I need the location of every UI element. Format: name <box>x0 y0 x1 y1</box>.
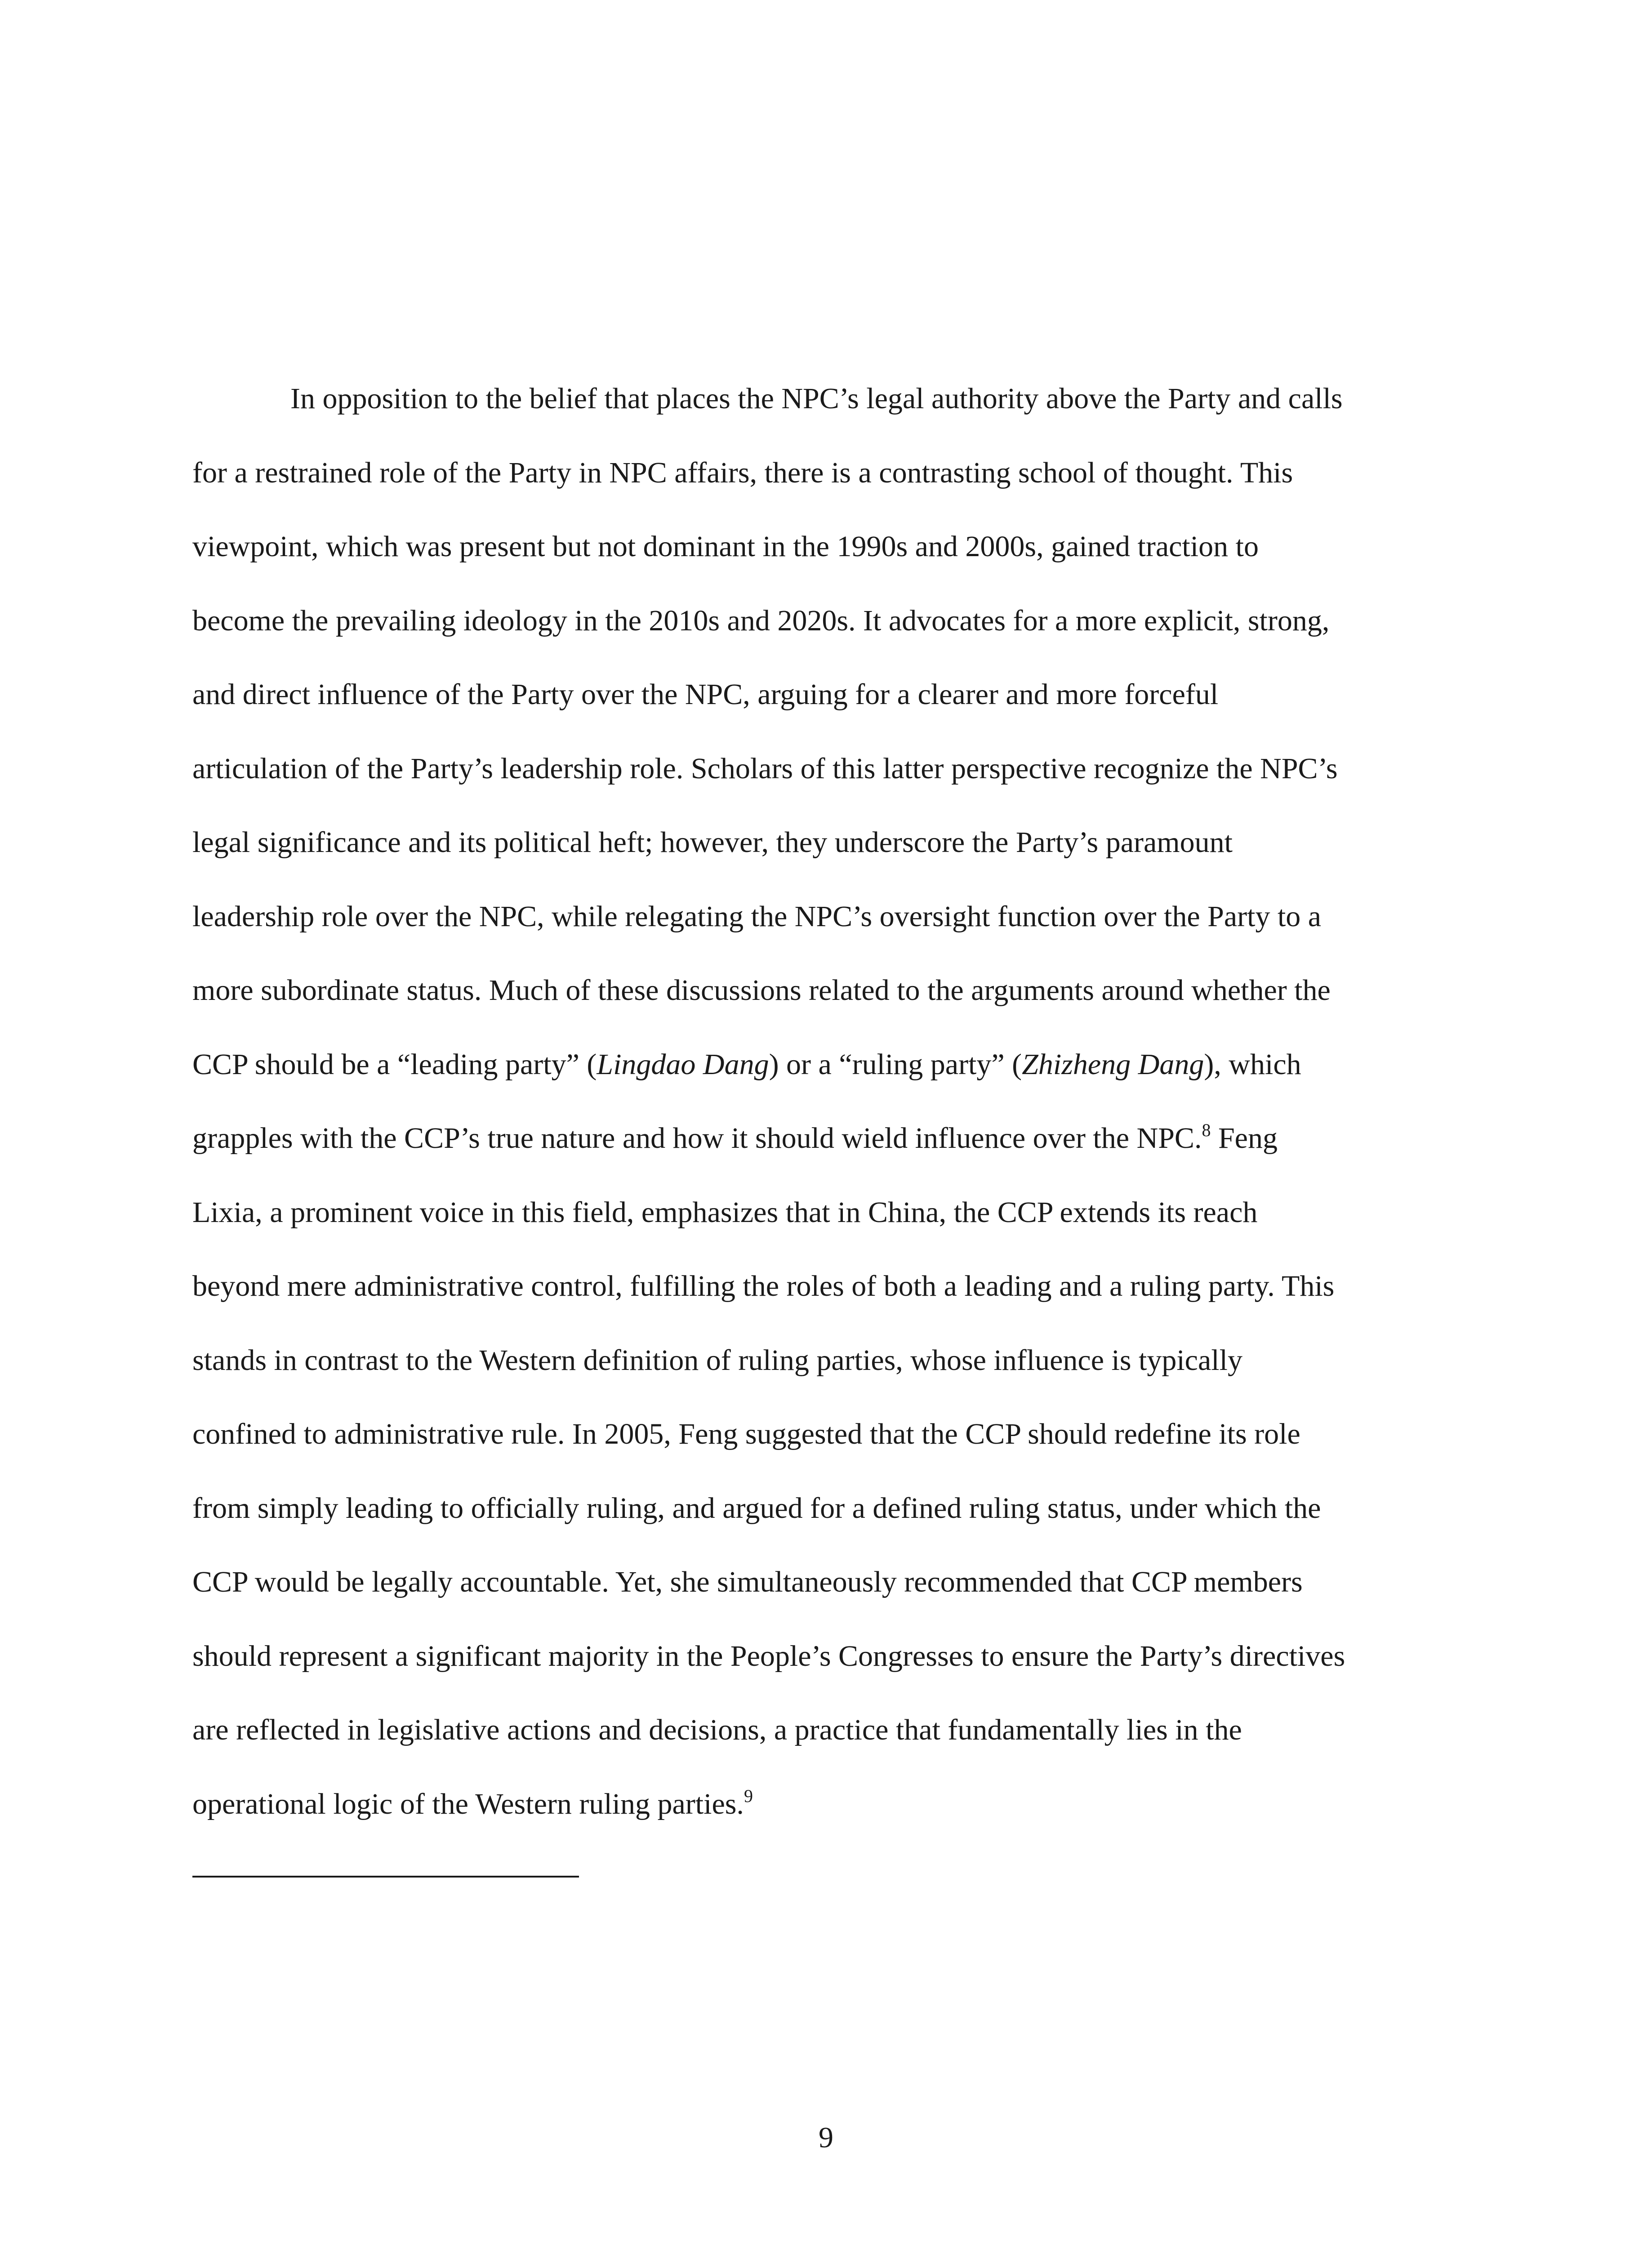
text-run: legal significance and its political heft; however, they underscore the Party’s paramount <box>192 826 1233 859</box>
text-run: Lixia, a prominent voice in this field, emphasizes that in China, the CCP extends its reach <box>192 1195 1258 1229</box>
footnote-separator <box>192 1876 579 1878</box>
text-run: articulation of the Party’s leadership role. Scholars of this latter perspective recognize the NPC’s <box>192 752 1338 785</box>
body-paragraph <box>192 362 1443 1841</box>
paragraph-line <box>192 1324 1443 1398</box>
text-run: and direct influence of the Party over the NPC, arguing for a clearer and more forceful <box>192 678 1219 711</box>
italic-term: Lingdao Dang <box>597 1048 769 1081</box>
italic-term: Zhizheng Dang <box>1022 1048 1204 1081</box>
text-run: grapples with the CCP’s true nature and how it should wield influence over the NPC. <box>192 1122 1202 1155</box>
paragraph-line <box>192 1545 1443 1619</box>
footnote-reference: 9 <box>744 1785 753 1806</box>
paragraph-line <box>192 1397 1443 1472</box>
paragraph-line <box>192 732 1443 806</box>
text-run: CCP would be legally accountable. Yet, she simultaneously recommended that CCP members <box>192 1566 1303 1598</box>
paragraph-line <box>192 1472 1443 1546</box>
text-run: In opposition to the belief that places the NPC’s legal authority above the Party and calls <box>290 382 1343 415</box>
text-run: more subordinate status. Much of these discussions related to the arguments around whether the <box>192 974 1331 1007</box>
paragraph-line <box>192 1176 1443 1250</box>
paragraph-line <box>192 806 1443 880</box>
paragraph-line <box>192 1767 1443 1842</box>
text-run: from simply leading to officially ruling, and argued for a defined ruling status, under which the <box>192 1491 1321 1525</box>
paragraph-line <box>192 584 1443 658</box>
footnote-reference: 8 <box>1202 1120 1211 1140</box>
paragraph-line <box>192 1619 1443 1694</box>
paragraph-line <box>192 1249 1443 1324</box>
text-run: viewpoint, which was present but not dominant in the 1990s and 2000s, gained traction to <box>192 530 1259 563</box>
paragraph-line <box>192 510 1443 584</box>
text-run: become the prevailing ideology in the 2010s and 2020s. It advocates for a more explicit, strong, <box>192 604 1330 637</box>
text-run: CCP should be a “leading party” ( <box>192 1048 597 1081</box>
text-run: ) or a “ruling party” ( <box>769 1048 1022 1081</box>
paragraph-line <box>192 436 1443 510</box>
page-number: 9 <box>819 2121 833 2154</box>
text-run: confined to administrative rule. In 2005, Feng suggested that the CCP should redefine its role <box>192 1418 1300 1450</box>
text-run: Feng <box>1211 1122 1278 1155</box>
text-run: operational logic of the Western ruling parties. <box>192 1787 744 1820</box>
text-run: are reflected in legislative actions and decisions, a practice that fundamentally lies in the <box>192 1713 1242 1746</box>
paragraph-line <box>192 880 1443 954</box>
paragraph-line <box>192 1693 1443 1767</box>
text-run: beyond mere administrative control, fulfilling the roles of both a leading and a ruling party. This <box>192 1270 1335 1302</box>
paragraph-line <box>192 658 1443 732</box>
text-run: stands in contrast to the Western definition of ruling parties, whose influence is typically <box>192 1343 1242 1377</box>
text-run: for a restrained role of the Party in NPC affairs, there is a contrasting school of thought. This <box>192 456 1293 489</box>
text-run: ), which <box>1204 1048 1301 1081</box>
paragraph-line <box>192 1028 1443 1102</box>
text-run: should represent a significant majority in the People’s Congresses to ensure the Party’s directives <box>192 1639 1345 1673</box>
paragraph-line <box>192 362 1443 436</box>
text-run: leadership role over the NPC, while relegating the NPC’s oversight function over the Party to a <box>192 900 1322 933</box>
paragraph-line <box>192 1102 1443 1176</box>
paragraph-line <box>192 954 1443 1028</box>
